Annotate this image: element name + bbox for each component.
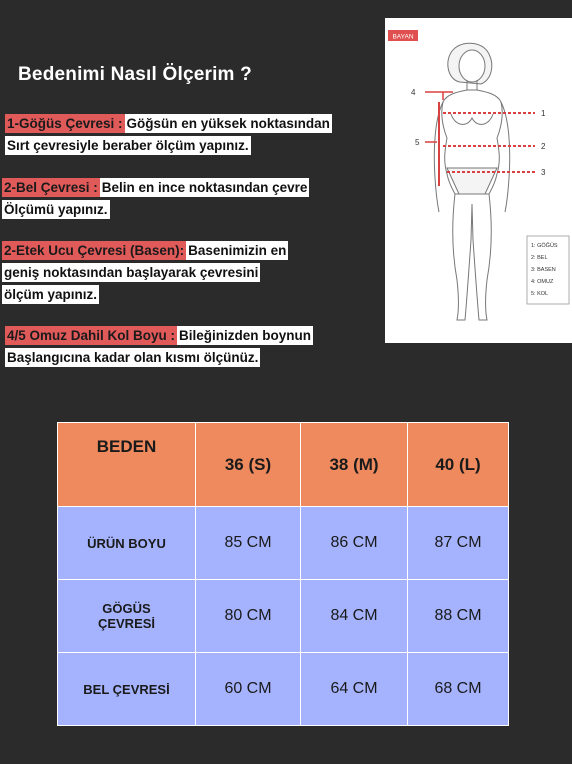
page-title: Bedenimi Nasıl Ölçerim ? [18, 64, 252, 85]
table-cell: 64 CM [301, 653, 408, 726]
instruction-2-line-2: Ölçümü yapınız. [4, 202, 108, 217]
instruction-4-text: Bileğinizden boynun [179, 328, 312, 343]
table-cell: 60 CM [196, 653, 301, 726]
header-size-36: 36 (S) [196, 423, 301, 507]
marker-1: 1 [541, 109, 546, 118]
table-cell: 86 CM [301, 507, 408, 580]
measurement-figure [385, 18, 572, 343]
header-size-label: BEDEN [58, 423, 196, 507]
legend-item-2: 2: BEL [531, 255, 548, 261]
instruction-4-line-2: Başlangıcına kadar olan kısmı ölçünüz. [7, 350, 259, 365]
size-table [57, 422, 509, 726]
instruction-3-line-3: ölçüm yapınız. [4, 287, 98, 302]
instruction-3-text: Basenimizin en [188, 243, 287, 258]
legend-item-5: 5: KOL [531, 291, 549, 297]
marker-4: 4 [411, 88, 416, 97]
row-label-urun-boyu: ÜRÜN BOYU [58, 507, 196, 580]
instruction-2-line-1 [2, 178, 309, 197]
table-cell: 87 CM [408, 507, 509, 580]
instruction-1-text: Göğsün en yüksek noktasından [126, 116, 330, 131]
marker-5: 5 [415, 138, 420, 147]
table-cell: 88 CM [408, 580, 509, 653]
marker-2: 2 [541, 142, 546, 151]
instruction-3-line-2: geniş noktasından başlayarak çevresini [4, 265, 259, 280]
instruction-2-text: Belin en ince noktasından çevre [101, 180, 308, 195]
size-table-header [58, 423, 509, 507]
instruction-3-label: 2-Etek Ucu Çevresi (Basen): [4, 243, 185, 258]
instruction-2-label: 2-Bel Çevresi : [4, 180, 98, 195]
table-cell: 84 CM [301, 580, 408, 653]
row-label-bel-cevresi: BEL ÇEVRESİ [58, 653, 196, 726]
row-label-gogus-cevresi: GÖGÜS ÇEVRESİ [58, 580, 196, 653]
instruction-4-label: 4/5 Omuz Dahil Kol Boyu : [7, 328, 176, 343]
table-row [58, 580, 509, 653]
legend-item-4: 4: OMUZ [531, 279, 554, 285]
header-size-40: 40 (L) [408, 423, 509, 507]
instruction-1-label: 1-Göğüs Çevresi : [7, 116, 123, 131]
legend-item-3: 3: BASEN [531, 267, 556, 273]
table-cell: 68 CM [408, 653, 509, 726]
figure-tag: BAYAN [392, 33, 414, 41]
table-row [58, 507, 509, 580]
instruction-4-line-1 [5, 326, 313, 345]
table-row [58, 653, 509, 726]
legend-item-1: 1: GÖĞÜS [531, 243, 558, 249]
instruction-1-line-1 [5, 114, 332, 133]
instruction-3-line-1 [2, 241, 288, 260]
marker-3: 3 [541, 168, 546, 177]
header-size-38: 38 (M) [301, 423, 408, 507]
table-cell: 85 CM [196, 507, 301, 580]
instruction-1-line-2: Sırt çevresiyle beraber ölçüm yapınız. [7, 138, 249, 153]
table-cell: 80 CM [196, 580, 301, 653]
